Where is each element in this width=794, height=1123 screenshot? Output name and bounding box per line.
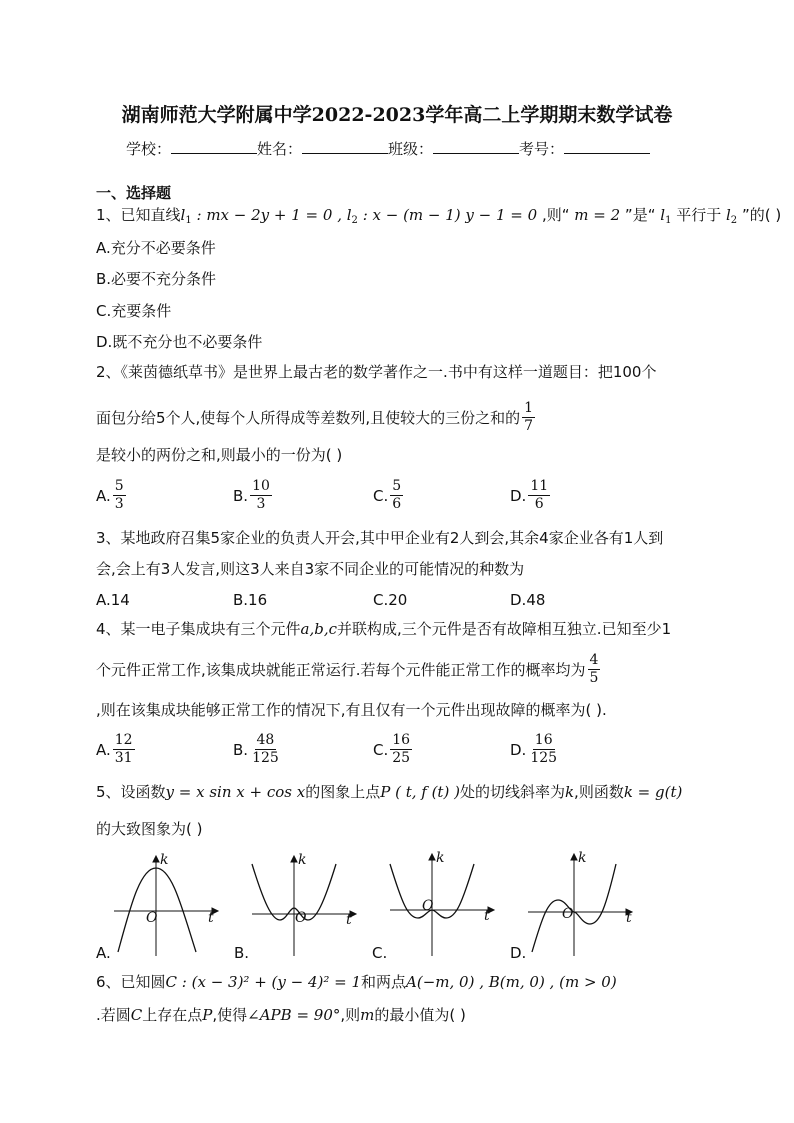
q2-option-d[interactable] bbox=[510, 478, 552, 513]
q2-options bbox=[96, 478, 596, 518]
q6-line2 bbox=[96, 1006, 466, 1024]
q4-option-c[interactable] bbox=[373, 732, 414, 767]
graph-b-x-label: t bbox=[346, 912, 352, 928]
q1-l1-sub: 1 bbox=[665, 215, 672, 226]
q1-text: ”是“ bbox=[620, 206, 661, 224]
frac-num: 48 bbox=[256, 732, 275, 748]
q1-option-b[interactable]: B.必要不充分条件 bbox=[96, 270, 217, 288]
q1-l1: l bbox=[180, 206, 186, 224]
q6-text: ,使得 bbox=[212, 1006, 248, 1024]
frac-num: 16 bbox=[534, 732, 553, 748]
q5-function: y = x sin x + cos x bbox=[165, 783, 306, 801]
q5-text: 5、设函数 bbox=[96, 783, 166, 801]
q2-frac-den: 7 bbox=[524, 418, 534, 434]
school-label: 学校： bbox=[126, 140, 172, 158]
graph-c bbox=[390, 854, 494, 956]
q2-line3: 是较小的两份之和,则最小的一份为( ) bbox=[96, 446, 343, 464]
y-arrow bbox=[571, 854, 577, 860]
q1-eq2: : x − (m − 1) y − 1 = 0 bbox=[357, 206, 538, 224]
graph-c-x-label: t bbox=[484, 908, 490, 924]
q4-frac-num: 4 bbox=[589, 652, 599, 668]
option-fraction bbox=[113, 732, 135, 767]
frac-num: 12 bbox=[114, 732, 133, 748]
y-arrow bbox=[429, 854, 435, 860]
class-label: 班级： bbox=[388, 140, 434, 158]
class-blank[interactable] bbox=[433, 139, 519, 154]
q1-option-a[interactable]: A.充分不必要条件 bbox=[96, 239, 216, 257]
q1-condition: m = 2 bbox=[574, 206, 621, 224]
frac-den: 25 bbox=[392, 750, 411, 766]
graph-b-label[interactable]: B. bbox=[234, 944, 250, 962]
frac-den: 125 bbox=[530, 750, 558, 766]
q4-frac-den: 5 bbox=[589, 670, 599, 686]
q2-frac-num: 1 bbox=[524, 400, 534, 416]
q4-line2 bbox=[96, 652, 602, 687]
option-fraction bbox=[528, 732, 559, 767]
option-label: A. bbox=[96, 486, 111, 505]
section-title: 一、选择题 bbox=[96, 184, 172, 202]
q2-option-a[interactable] bbox=[96, 478, 128, 513]
q2-line2 bbox=[96, 400, 537, 435]
option-fraction bbox=[528, 478, 550, 513]
graph-c-origin: O bbox=[422, 898, 434, 914]
q1-l1-sub: 1 bbox=[185, 215, 192, 226]
q4-option-d[interactable] bbox=[510, 732, 561, 767]
q2-fraction bbox=[522, 400, 535, 435]
q5-kg: k = g(t) bbox=[623, 783, 683, 801]
option-label: D. bbox=[510, 486, 527, 505]
graph-c-y-label: k bbox=[436, 850, 445, 866]
school-blank[interactable] bbox=[171, 139, 257, 154]
frac-num: 11 bbox=[530, 478, 549, 494]
frac-num: 5 bbox=[114, 478, 124, 494]
option-label: C. bbox=[373, 740, 389, 759]
q6-text: .若圆 bbox=[96, 1006, 131, 1024]
q4-line3: ,则在该集成块能够正常工作的情况下,有且仅有一个元件出现故障的概率为( ). bbox=[96, 701, 607, 719]
name-label: 姓名： bbox=[257, 140, 303, 158]
q1-option-d[interactable]: D.既不充分也不必要条件 bbox=[96, 333, 263, 351]
q2-line2-text: 面包分给5个人,使每个人所得成等差数列,且使较大的三份之和的 bbox=[96, 408, 521, 427]
page-title: 湖南师范大学附属中学2022-2023学年高二上学期期末数学试卷 bbox=[121, 104, 673, 126]
q4-fraction bbox=[588, 652, 601, 687]
graph-b-y-label: k bbox=[298, 852, 307, 868]
q6-circle-eq: C : (x − 3)² + (y − 4)² = 1 bbox=[165, 973, 362, 991]
frac-num: 10 bbox=[252, 478, 270, 494]
frac-num: 5 bbox=[392, 478, 402, 494]
q2-option-b[interactable] bbox=[233, 478, 274, 513]
option-fraction bbox=[250, 478, 272, 513]
q6-text: 的最小值为( ) bbox=[374, 1006, 466, 1024]
graph-a-x-label: t bbox=[208, 910, 214, 926]
q1-text: 1、已知直线 bbox=[96, 206, 181, 224]
q5-text: ,则函数 bbox=[574, 783, 624, 801]
q1-l2-sub: 2 bbox=[351, 215, 358, 226]
y-arrow bbox=[291, 856, 297, 862]
option-label: A. bbox=[96, 740, 111, 759]
q4-options bbox=[96, 732, 596, 772]
graph-d-x-label: t bbox=[626, 910, 632, 926]
q1-l2: l bbox=[346, 206, 352, 224]
graph-b bbox=[252, 856, 356, 956]
q3-option-b[interactable]: B.16 bbox=[233, 591, 268, 609]
q5-k: k bbox=[564, 783, 575, 801]
graph-c-label[interactable]: C. bbox=[372, 944, 388, 962]
graph-d bbox=[528, 854, 632, 956]
option-fraction bbox=[113, 478, 126, 513]
q6-text: 上存在点 bbox=[142, 1006, 203, 1024]
graph-d-y-label: k bbox=[578, 850, 587, 866]
q1-option-c[interactable]: C.充要条件 bbox=[96, 302, 172, 320]
q5-text: 处的切线斜率为 bbox=[459, 783, 565, 801]
q4-text: 4、某一电子集成块有三个元件 bbox=[96, 620, 301, 638]
q1-l2-sub: 2 bbox=[730, 215, 738, 226]
q5-line2: 的大致图象为( ) bbox=[96, 820, 203, 838]
q6-p: P bbox=[202, 1006, 213, 1024]
graph-d-label[interactable]: D. bbox=[510, 944, 527, 962]
q3-option-c[interactable]: C.20 bbox=[373, 591, 408, 609]
q3-line2: 会,会上有3人发言,则这3人来自3家不同企业的可能情况的种数为 bbox=[96, 560, 525, 578]
q5-line1 bbox=[96, 783, 682, 801]
q1-stem bbox=[96, 206, 781, 230]
q6-text: ,则 bbox=[340, 1006, 361, 1024]
q3-option-a[interactable]: A.14 bbox=[96, 591, 130, 609]
q1-l2: l bbox=[725, 206, 731, 224]
graph-a-origin: O bbox=[146, 910, 158, 926]
option-label: C. bbox=[373, 486, 389, 505]
exam-no-blank[interactable] bbox=[564, 139, 650, 154]
q4-line1 bbox=[96, 620, 671, 638]
frac-den: 6 bbox=[534, 496, 544, 512]
frac-den: 3 bbox=[114, 496, 124, 512]
option-label: B. bbox=[233, 486, 249, 505]
q6-angle: ∠APB = 90° bbox=[247, 1006, 341, 1024]
q5-point: P ( t, f (t) ) bbox=[380, 783, 460, 801]
graph-d-origin: O bbox=[562, 906, 574, 922]
name-blank[interactable] bbox=[302, 139, 388, 154]
graph-a-label[interactable]: A. bbox=[96, 944, 111, 962]
q6-m: m bbox=[360, 1006, 375, 1024]
q2-option-c[interactable] bbox=[373, 478, 405, 513]
option-fraction bbox=[390, 478, 403, 513]
option-fraction bbox=[390, 732, 412, 767]
q1-text: ”的( ) bbox=[737, 206, 782, 224]
q4-text: 并联构成,三个元件是否有故障相互独立.已知至少1 bbox=[337, 620, 672, 638]
q6-c: C bbox=[130, 1006, 143, 1024]
q1-l1: l bbox=[660, 206, 666, 224]
exam-no-label: 考号： bbox=[519, 140, 565, 158]
frac-den: 6 bbox=[392, 496, 402, 512]
q4-line2-text: 个元件正常工作,该集成块就能正常运行.若每个元件能正常工作的概率均为 bbox=[96, 660, 586, 679]
q1-text: 平行于 bbox=[671, 206, 726, 224]
q3-option-d[interactable]: D.48 bbox=[510, 591, 546, 609]
q1-text: ,则“ bbox=[537, 206, 575, 224]
option-label: D. bbox=[510, 740, 527, 759]
student-info-bar bbox=[126, 138, 650, 159]
q1-eq1: : mx − 2y + 1 = 0 , bbox=[191, 206, 347, 224]
graph-a bbox=[114, 856, 218, 956]
q4-vars: a,b,c bbox=[300, 620, 338, 638]
frac-num: 16 bbox=[392, 732, 411, 748]
frac-den: 31 bbox=[114, 750, 133, 766]
frac-den: 3 bbox=[256, 496, 266, 512]
q4-option-a[interactable] bbox=[96, 732, 137, 767]
q3-line1: 3、某地政府召集5家企业的负责人开会,其中甲企业有2人到会,其余4家企业各有1人到 bbox=[96, 529, 664, 547]
q5-text: 的图象上点 bbox=[305, 783, 381, 801]
option-label: B. bbox=[233, 740, 249, 759]
q6-points: A(−m, 0) , B(m, 0) , (m > 0) bbox=[406, 973, 617, 991]
graph-b-origin: O bbox=[295, 910, 307, 926]
q4-option-b[interactable] bbox=[233, 732, 283, 767]
option-fraction bbox=[250, 732, 281, 767]
y-arrow bbox=[153, 856, 159, 862]
q6-line1 bbox=[96, 973, 617, 991]
q6-text: 和两点 bbox=[361, 973, 407, 991]
frac-den: 125 bbox=[252, 750, 279, 766]
graph-a-y-label: k bbox=[160, 852, 169, 868]
q6-text: 6、已知圆 bbox=[96, 973, 166, 991]
q2-line1: 2、《莱茵德纸草书》是世界上最古老的数学著作之一.书中有这样一道题目：把100个 bbox=[96, 363, 657, 381]
